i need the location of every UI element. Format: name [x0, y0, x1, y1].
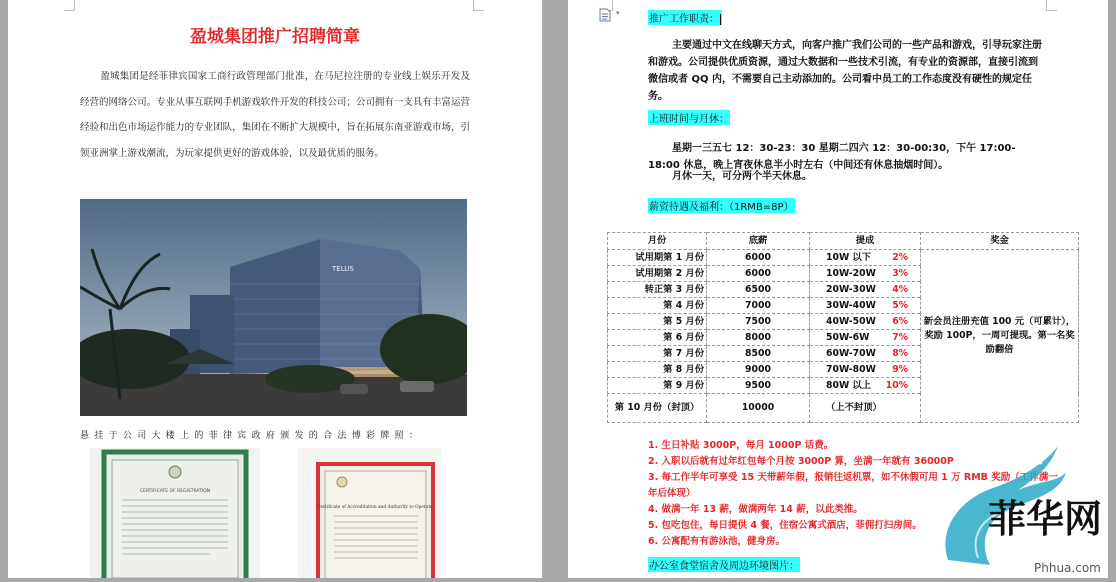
commission-range: （上不封顶）	[826, 402, 882, 413]
commission-rate: 6%	[892, 315, 908, 327]
commission-range: 80W 以上	[826, 379, 872, 391]
base-salary-cell: 10000	[707, 394, 810, 423]
commission-range: 50W-6W	[826, 331, 870, 343]
salary-table	[607, 232, 1079, 423]
base-salary-cell: 6000	[707, 250, 810, 266]
benefit-item: 5. 包吃包住，每日提供 4 餐，住宿公寓式酒店，菲佣打扫房间。	[648, 520, 922, 531]
commission-rate: 9%	[892, 363, 908, 375]
commission-range: 60W-70W	[826, 347, 876, 359]
commission-cell	[810, 330, 921, 346]
license-certificate-right	[298, 448, 441, 578]
benefit-item: 3. 每工作半年可享受 15 天带薪年假，报销往返机票，如不休假可用 1 万 RMB 奖励（工作满一年后体现）	[648, 472, 1058, 499]
base-salary-cell: 7000	[707, 298, 810, 314]
base-salary-cell: 6000	[707, 266, 810, 282]
duties-text: 主要通过中文在线聊天方式，向客户推广我们公司的一些产品和游戏，引导玩家注册和游戏。公司提供优质资源，通过大数据和一些技术引流，有专业的资源部，直接引流到微信或者 QQ 内，不需要自己主动添加的。公司看中员工的工作态度没有硬性的规定任务。	[648, 40, 1042, 102]
commission-rate: 5%	[892, 299, 908, 311]
benefit-item: 1. 生日补贴 3000P，每月 1000P 话费。	[648, 440, 834, 451]
table-row	[608, 250, 1079, 266]
building-photo	[80, 199, 467, 416]
benefit-item: 4. 做满一年 13 薪，做满两年 14 薪，以此类推。	[648, 504, 863, 515]
base-salary-cell: 8000	[707, 330, 810, 346]
text-cursor	[720, 14, 721, 25]
commission-cell	[810, 298, 921, 314]
commission-range: 40W-50W	[826, 315, 876, 327]
commission-cell	[810, 266, 921, 282]
watermark-brand-text: 菲华网	[988, 496, 1103, 541]
commission-range: 10W 以下	[826, 251, 872, 263]
header-commission: 提成	[810, 233, 921, 250]
intro-text: 盈城集团是经菲律宾国家工商行政管理部门批准，在马尼拉注册的专业线上娱乐开发及经营的网络公司。专业从事互联网手机游戏软件开发的科技公司；公司拥有一支具有丰富运营经验和出色市场运作能力的专业团队，集团在不断扩大规模中，旨在拓展东南亚游戏市场，引领亚洲掌上游戏潮流，为玩家提供更好的游戏体验，以及最优质的服务。	[80, 71, 470, 159]
commission-rate: 7%	[892, 331, 908, 343]
month-cell: 第 6 月份	[608, 330, 707, 346]
photo-caption: 悬挂于公司大楼上的菲律宾政府颁发的合法博彩牌照：	[80, 431, 424, 441]
month-cell: 第 5 月份	[608, 314, 707, 330]
license-certificate-left	[90, 448, 260, 578]
document-title: 盈城集团推广招聘简章	[190, 27, 360, 47]
hours-text: 星期一三五七 12：30-23：30 星期二四六 12：30-00:30，下午 17:00-18:00 休息，晚上宵夜休息半小时左右（中间还有休息抽烟时间）。	[648, 143, 1016, 171]
commission-range: 20W-30W	[826, 283, 876, 295]
commission-rate: 2%	[892, 251, 908, 263]
header-month: 月份	[608, 233, 707, 250]
intro-paragraph	[80, 64, 470, 166]
left-page	[8, 0, 542, 578]
commission-cell	[810, 314, 921, 330]
pay-heading: 薪资待遇及福利：（1RMB=8P）	[648, 198, 795, 213]
margin-corner-mark	[64, 0, 75, 11]
benefit-item: 6. 公寓配有有游泳池，健身房。	[648, 536, 786, 547]
bonus-cell: 新会员注册充值 100 元（可累计），奖励 100P，一周可提现。第一名奖励翻倍	[921, 250, 1079, 423]
table-header-row	[608, 233, 1079, 250]
commission-cell	[810, 394, 921, 423]
month-cell: 试用期第 2 月份	[608, 266, 707, 282]
office-photos-heading: 办公室食堂宿舍及周边环境图片：	[648, 557, 800, 572]
commission-range: 70W-80W	[826, 363, 876, 375]
benefit-item: 2. 入职以后就有过年红包每个月按 3000P 算，坐满一年就有 36000P	[648, 456, 954, 467]
monthly-leave-text: 月休一天，可分两个半天休息。	[672, 171, 812, 182]
header-base-salary: 底薪	[707, 233, 810, 250]
month-cell: 第 9 月份	[608, 378, 707, 394]
certificate-title: CERTIFICATE OF REGISTRATION	[139, 489, 211, 494]
commission-rate: 3%	[892, 267, 908, 279]
margin-corner-mark	[1046, 0, 1057, 11]
month-cell: 第 7 月份	[608, 346, 707, 362]
chevron-down-icon[interactable]: ▾	[616, 9, 620, 17]
commission-rate: 10%	[885, 379, 908, 391]
duties-heading: 推广工作职责：	[648, 10, 722, 25]
commission-cell	[810, 282, 921, 298]
month-cell: 试用期第 1 月份	[608, 250, 707, 266]
commission-range: 10W-20W	[826, 267, 876, 279]
month-cell: 第 8 月份	[608, 362, 707, 378]
header-bonus: 奖金	[921, 233, 1079, 250]
commission-cell	[810, 250, 921, 266]
certificate-title: Certificate of Accreditation and Authority to Operate	[317, 505, 433, 510]
month-cell: 转正第 3 月份	[608, 282, 707, 298]
commission-range: 30W-40W	[826, 299, 876, 311]
watermark-url-text: Phhua.com	[1034, 561, 1101, 575]
site-watermark	[938, 440, 1116, 578]
commission-rate: 4%	[892, 283, 908, 295]
base-salary-cell: 9000	[707, 362, 810, 378]
month-cell: 第 10 月份（封顶）	[608, 394, 707, 423]
base-salary-cell: 7500	[707, 314, 810, 330]
commission-rate: 8%	[892, 347, 908, 359]
month-cell: 第 4 月份	[608, 298, 707, 314]
base-salary-cell: 9500	[707, 378, 810, 394]
margin-corner-mark	[473, 0, 484, 11]
document-icon[interactable]	[598, 8, 612, 22]
building-sign-text: TELUS	[332, 265, 354, 273]
commission-cell	[810, 378, 921, 394]
base-salary-cell: 8500	[707, 346, 810, 362]
hours-heading: 上班时间与月休：	[648, 110, 730, 125]
commission-cell	[810, 362, 921, 378]
base-salary-cell: 6500	[707, 282, 810, 298]
commission-cell	[810, 346, 921, 362]
